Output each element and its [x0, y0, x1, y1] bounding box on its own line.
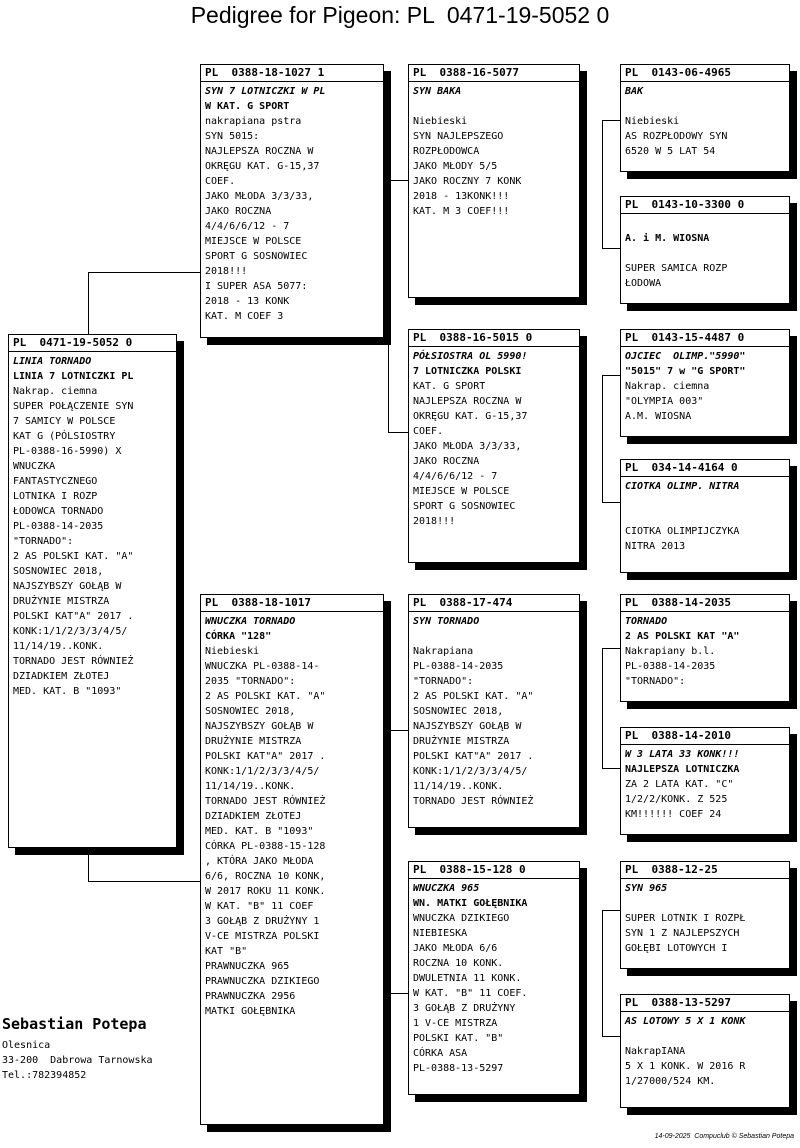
- pigeon-title: WN. MATKI GOŁĘBNIKA: [413, 898, 528, 909]
- ring-number: PL 0388-16-5015 0: [409, 331, 579, 347]
- pigeon-card-ggp-1: [620, 64, 790, 172]
- pigeon-note-line: MED. KAT. B "1093": [13, 686, 122, 697]
- connector-line: [602, 375, 603, 502]
- pigeon-note-line: OKRĘGU KAT. G-15,37: [413, 411, 528, 422]
- pigeon-note-line: Niebieski: [413, 116, 468, 127]
- pigeon-note-line: , KTÓRA JAKO MŁODA: [205, 856, 314, 867]
- ring-number: PL 0388-16-5077: [409, 66, 579, 82]
- ring-number: PL 0388-14-2035: [621, 596, 789, 612]
- pigeon-note-line: 2018 - 13 KONK: [205, 296, 290, 307]
- connector-line: [602, 1036, 620, 1037]
- pigeon-note-line: PL-0388-16-5990) X: [13, 446, 122, 457]
- pigeon-note-line: 1/27000/524 KM.: [625, 1076, 716, 1087]
- pigeon-note-line: PRAWNUCZKA DZIKIEGO: [205, 976, 320, 987]
- pigeon-note-line: JAKO ROCZNY 7 KONK: [413, 176, 522, 187]
- ring-number: PL 0143-10-3300 0: [621, 198, 789, 214]
- connector-line: [602, 648, 620, 649]
- pigeon-name: SYN 965: [625, 883, 668, 894]
- pigeon-note-line: WNUCZKA: [13, 461, 56, 472]
- pigeon-note-line: 4/4/6/6/12 - 7: [205, 221, 290, 232]
- pigeon-title: "5015" 7 w "G SPORT": [625, 366, 746, 377]
- pigeon-note-line: POLSKI KAT"A" 2017 .: [413, 751, 534, 762]
- pigeon-note-line: [625, 246, 785, 261]
- connector-line: [602, 502, 620, 503]
- pigeon-note-line: SUPER SAMICA ROZP: [625, 263, 728, 274]
- ring-number: PL 0388-14-2010: [621, 729, 789, 745]
- pigeon-note-line: [625, 896, 785, 911]
- pigeon-card-maternal-grandmother: [408, 861, 580, 1095]
- pigeon-note-line: ROZPŁODOWCA: [413, 146, 480, 157]
- pigeon-note-line: 2018!!!: [205, 266, 248, 277]
- pigeon-note-line: 2 AS POLSKI KAT. "A": [413, 691, 534, 702]
- pigeon-name: BAK: [625, 86, 644, 97]
- page-title: Pedigree for Pigeon: PL 0471-19-5052 0: [190, 2, 610, 28]
- pigeon-title: 7 LOTNICZKA POLSKI: [413, 366, 522, 377]
- ring-number: PL 0143-06-4965: [621, 66, 789, 82]
- owner-name: Sebastian Potepa: [2, 1015, 147, 1033]
- connector-line: [602, 648, 603, 768]
- owner-phone: Tel.:782394852: [2, 1070, 87, 1081]
- pigeon-card-paternal-grandfather: [408, 64, 580, 298]
- pigeon-note-line: NAJLEPSZA ROCZNA W: [413, 396, 522, 407]
- pigeon-note-line: "TORNADO":: [13, 536, 74, 547]
- pigeon-note-line: ŁODOWA: [625, 278, 662, 289]
- pigeon-note-line: OKRĘGU KAT. G-15,37: [205, 161, 320, 172]
- pigeon-note-line: [625, 509, 785, 524]
- pigeon-note-line: JAKO MŁODA 3/3/33,: [413, 441, 522, 452]
- pigeon-note-line: SYN 5015:: [205, 131, 260, 142]
- pigeon-note-line: 2 AS POLSKI KAT. "A": [205, 691, 326, 702]
- pigeon-note-line: SOSNOWIEC 2018,: [413, 706, 504, 717]
- pigeon-note-line: TORNADO JEST RÓWNIEŻ: [205, 796, 326, 807]
- pigeon-note-line: TORNADO JEST RÓWNIEŻ: [13, 656, 134, 667]
- pigeon-note-line: JAKO MŁODA 3/3/33,: [205, 191, 314, 202]
- connector-line: [388, 730, 389, 993]
- pigeon-note-line: [625, 1029, 785, 1044]
- pigeon-note-line: CÓRKA ASA: [413, 1048, 468, 1059]
- pigeon-name: AS LOTOWY 5 X 1 KONK: [625, 1016, 746, 1027]
- pigeon-note-line: KAT "B": [205, 946, 248, 957]
- pigeon-note-line: 2035 "TORNADO":: [205, 676, 296, 687]
- pigeon-note-line: 5 X 1 KONK. W 2016 R: [625, 1061, 746, 1072]
- pigeon-note-line: JAKO ROCZNA: [205, 206, 272, 217]
- ring-number: PL 0388-18-1027 1: [201, 66, 383, 82]
- pigeon-note-line: NIEBIESKA: [413, 928, 468, 939]
- pigeon-name: LINIA TORNADO: [13, 356, 92, 367]
- pigeon-card-ggp-3: [620, 329, 790, 437]
- pigeon-note-line: TORNADO JEST RÓWNIEŻ: [413, 796, 534, 807]
- connector-line: [388, 432, 408, 433]
- pigeon-title: CÓRKA "128": [205, 631, 272, 642]
- pigeon-note-line: KAT. M 3 COEF!!!: [413, 206, 510, 217]
- pigeon-note-line: CÓRKA PL-0388-15-128: [205, 841, 326, 852]
- pigeon-note-line: NAJLEPSZA ROCZNA W: [205, 146, 314, 157]
- pigeon-title: LINIA 7 LOTNICZKI PL: [13, 371, 134, 382]
- pigeon-note-line: "TORNADO":: [625, 676, 686, 687]
- pigeon-note-line: ZA 2 LATA KAT. "C": [625, 779, 734, 790]
- pigeon-note-line: W 2017 ROKU 11 KONK.: [205, 886, 326, 897]
- pigeon-note-line: KM!!!!!! COEF 24: [625, 809, 722, 820]
- connector-line: [602, 375, 620, 376]
- pigeon-note-line: KONK:1/1/2/3/3/4/5/: [413, 766, 528, 777]
- pigeon-note-line: KAT. M COEF 3: [205, 311, 284, 322]
- connector-line: [388, 180, 389, 432]
- pigeon-note-line: COEF.: [205, 176, 236, 187]
- connector-line: [602, 248, 620, 249]
- pigeon-note-line: [413, 99, 575, 114]
- pigeon-note-line: 11/14/19..KONK.: [13, 641, 104, 652]
- pigeon-name: CIOTKA OLIMP. NITRA: [625, 481, 740, 492]
- pigeon-note-line: JAKO MŁODY 5/5: [413, 161, 498, 172]
- pigeon-title: A. i M. WIOSNA: [625, 233, 710, 244]
- pigeon-note-line: DRUŻYNIE MISTRZA: [13, 596, 110, 607]
- connector-line: [388, 993, 408, 994]
- connector-line: [388, 180, 408, 181]
- pigeon-note-line: POLSKI KAT"A" 2017 .: [13, 611, 134, 622]
- pigeon-note-line: KAT. G SPORT: [413, 381, 486, 392]
- pigeon-note-line: I SUPER ASA 5077:: [205, 281, 308, 292]
- pigeon-note-line: WNUCZKA DZIKIEGO: [413, 913, 510, 924]
- pigeon-note-line: SUPER LOTNIK I ROZPŁ: [625, 913, 746, 924]
- pigeon-note-line: 1 V-CE MISTRZA: [413, 1018, 498, 1029]
- connector-line: [602, 910, 620, 911]
- pigeon-note-line: PL-0388-14-2035: [13, 521, 104, 532]
- connector-line: [88, 272, 200, 273]
- pigeon-note-line: JAKO ROCZNA: [413, 456, 480, 467]
- pigeon-note-line: POLSKI KAT"A" 2017 .: [205, 751, 326, 762]
- pigeon-note-line: 4/4/6/6/12 - 7: [413, 471, 498, 482]
- pigeon-note-line: [625, 99, 785, 114]
- pigeon-name: WNUCZKA TORNADO: [205, 616, 296, 627]
- pigeon-note-line: PL-0388-14-2035: [413, 661, 504, 672]
- pigeon-note-line: MIEJSCE W POLSCE: [413, 486, 510, 497]
- footer-credit: 14-09-2025 Compuclub © Sebastian Potepa: [654, 1133, 794, 1140]
- pigeon-note-line: 6520 W 5 LAT 54: [625, 146, 716, 157]
- pigeon-note-line: DZIADKIEM ZŁOTEJ: [205, 811, 302, 822]
- pigeon-note-line: 3 GOŁĄB Z DRUŻYNY: [413, 1003, 516, 1014]
- pigeon-note-line: CIOTKA OLIMPIJCZYKA: [625, 526, 740, 537]
- connector-line: [602, 910, 603, 1036]
- pigeon-title: NAJLEPSZA LOTNICZKA: [625, 764, 740, 775]
- pigeon-card-father: [200, 64, 384, 338]
- pigeon-note-line: Nakrap. ciemna: [625, 381, 710, 392]
- pigeon-title: 2 AS POLSKI KAT "A": [625, 631, 740, 642]
- connector-line: [388, 730, 408, 731]
- pigeon-note-line: NakrapIANA: [625, 1046, 686, 1057]
- pigeon-note-line: WNUCZKA PL-0388-14-: [205, 661, 320, 672]
- pigeon-name: WNUCZKA 965: [413, 883, 480, 894]
- owner-city: Olesnica: [2, 1040, 51, 1051]
- pigeon-card-ggp-8: [620, 994, 790, 1108]
- connector-line: [88, 272, 89, 334]
- ring-number: PL 0388-15-128 0: [409, 863, 579, 879]
- pigeon-card-paternal-grandmother: [408, 329, 580, 563]
- pigeon-name: SYN BAKA: [413, 86, 462, 97]
- pigeon-note-line: 2018!!!: [413, 516, 456, 527]
- pigeon-note-line: SUPER POŁĄCZENIE SYN: [13, 401, 134, 412]
- pigeon-note-line: Niebieski: [625, 116, 680, 127]
- pigeon-note-line: "TORNADO":: [413, 676, 474, 687]
- pigeon-note-line: AS ROZPŁODOWY SYN: [625, 131, 728, 142]
- pigeon-name: SYN TORNADO: [413, 616, 480, 627]
- pigeon-note-line: PRAWNUCZKA 2956: [205, 991, 296, 1002]
- pigeon-note-line: ROCZNA 10 KONK.: [413, 958, 504, 969]
- pigeon-card-ggp-7: [620, 861, 790, 969]
- ring-number: PL 0471-19-5052 0: [9, 336, 176, 352]
- pigeon-note-line: PL-0388-14-2035: [625, 661, 716, 672]
- pigeon-note-line: 3 GOŁĄB Z DRUŻYNY 1: [205, 916, 320, 927]
- pigeon-note-line: 2018 - 13KONK!!!: [413, 191, 510, 202]
- pigeon-note-line: PL-0388-13-5297: [413, 1063, 504, 1074]
- pigeon-note-line: [625, 494, 785, 509]
- pigeon-note-line: Nakrapiany b.l.: [625, 646, 716, 657]
- pigeon-note-line: DRUŻYNIE MISTRZA: [413, 736, 510, 747]
- pigeon-card-ggp-4: [620, 459, 790, 573]
- pigeon-note-line: MIEJSCE W POLSCE: [205, 236, 302, 247]
- pigeon-note-line: ŁODOWCA TORNADO: [13, 506, 104, 517]
- pigeon-note-line: W KAT. "B" 11 COEF.: [413, 988, 528, 999]
- pigeon-note-line: COEF.: [413, 426, 444, 437]
- pigeon-note-line: 11/14/19..KONK.: [413, 781, 504, 792]
- ring-number: PL 0388-18-1017: [201, 596, 383, 612]
- pigeon-note-line: DWULETNIA 11 KONK.: [413, 973, 522, 984]
- pigeon-note-line: 11/14/19..KONK.: [205, 781, 296, 792]
- pigeon-note-line: MED. KAT. B "1093": [205, 826, 314, 837]
- pigeon-note-line: POLSKI KAT. "B": [413, 1033, 504, 1044]
- pigeon-name: TORNADO: [625, 616, 668, 627]
- ring-number: PL 0388-12-25: [621, 863, 789, 879]
- pigeon-note-line: LOTNIKA I ROZP: [13, 491, 98, 502]
- pigeon-note-line: SYN 1 Z NAJLEPSZYCH: [625, 928, 740, 939]
- pigeon-note-line: NAJSZYBSZY GOŁĄB W: [413, 721, 522, 732]
- connector-line: [602, 120, 603, 248]
- pigeon-name: PÓŁSIOSTRA OL 5990!: [413, 351, 528, 362]
- pigeon-note-line: MATKI GOŁĘBNIKA: [205, 1006, 296, 1017]
- pigeon-card-mother: [200, 594, 384, 1125]
- ring-number: PL 034-14-4164 0: [621, 461, 789, 477]
- pigeon-note-line: Niebieski: [205, 646, 260, 657]
- pigeon-note-line: GOŁĘBI LOTOWYCH I: [625, 943, 728, 954]
- pigeon-note-line: KAT G (PÓLSIOSTRY: [13, 431, 116, 442]
- ring-number: PL 0143-15-4487 0: [621, 331, 789, 347]
- connector-line: [88, 881, 200, 882]
- pigeon-note-line: 6/6, ROCZNA 10 KONK,: [205, 871, 326, 882]
- pigeon-note-line: DRUŻYNIE MISTRZA: [205, 736, 302, 747]
- ring-number: PL 0388-17-474: [409, 596, 579, 612]
- pigeon-note-line: SOSNOWIEC 2018,: [13, 566, 104, 577]
- pigeon-note-line: PRAWNUCZKA 965: [205, 961, 290, 972]
- pigeon-note-line: 1/2/2/KONK. Z 525: [625, 794, 728, 805]
- pigeon-name: SYN 7 LOTNICZKI W PL: [205, 86, 326, 97]
- pigeon-title: W KAT. G SPORT: [205, 101, 290, 112]
- connector-line: [602, 768, 620, 769]
- pigeon-card-maternal-grandfather: [408, 594, 580, 828]
- pigeon-name: OJCIEC OLIMP."5990": [625, 351, 746, 362]
- pigeon-card-ggp-6: [620, 727, 790, 835]
- pigeon-note-line: Nakrap. ciemna: [13, 386, 98, 397]
- pigeon-card-ggp-2: [620, 196, 790, 304]
- pigeon-note-line: NAJSZYBSZY GOŁĄB W: [13, 581, 122, 592]
- pigeon-note-line: [625, 216, 785, 231]
- pigeon-note-line: A.M. WIOSNA: [625, 411, 692, 422]
- pigeon-note-line: [413, 629, 575, 644]
- connector-line: [602, 120, 620, 121]
- pigeon-note-line: SOSNOWIEC 2018,: [205, 706, 296, 717]
- pigeon-note-line: NAJSZYBSZY GOŁĄB W: [205, 721, 314, 732]
- pigeon-note-line: "OLYMPIA 003": [625, 396, 704, 407]
- ring-number: PL 0388-13-5297: [621, 996, 789, 1012]
- pigeon-note-line: SPORT G SOSNOWIEC: [205, 251, 308, 262]
- pigeon-card-ggp-5: [620, 594, 790, 702]
- pigeon-note-line: nakrapiana pstra: [205, 116, 302, 127]
- pigeon-note-line: NITRA 2013: [625, 541, 686, 552]
- pigeon-card-subject: [8, 334, 177, 848]
- pigeon-note-line: DZIADKIEM ZŁOTEJ: [13, 671, 110, 682]
- pigeon-note-line: FANTASTYCZNEGO: [13, 476, 98, 487]
- pigeon-note-line: SYN NAJLEPSZEGO: [413, 131, 504, 142]
- pigeon-name: W 3 LATA 33 KONK!!!: [625, 749, 740, 760]
- pigeon-note-line: JAKO MŁODA 6/6: [413, 943, 498, 954]
- connector-line: [88, 848, 89, 881]
- pigeon-note-line: W KAT. "B" 11 COEF: [205, 901, 314, 912]
- pigeon-note-line: KONK:1/1/2/3/3/4/5/: [13, 626, 128, 637]
- pigeon-note-line: V-CE MISTRZA POLSKI: [205, 931, 320, 942]
- pigeon-note-line: Nakrapiana: [413, 646, 474, 657]
- pigeon-note-line: 7 SAMICY W POLSCE: [13, 416, 116, 427]
- pigeon-note-line: KONK:1/1/2/3/3/4/5/: [205, 766, 320, 777]
- owner-address: 33-200 Dabrowa Tarnowska: [2, 1055, 153, 1066]
- pigeon-note-line: 2 AS POLSKI KAT. "A": [13, 551, 134, 562]
- pigeon-note-line: SPORT G SOSNOWIEC: [413, 501, 516, 512]
